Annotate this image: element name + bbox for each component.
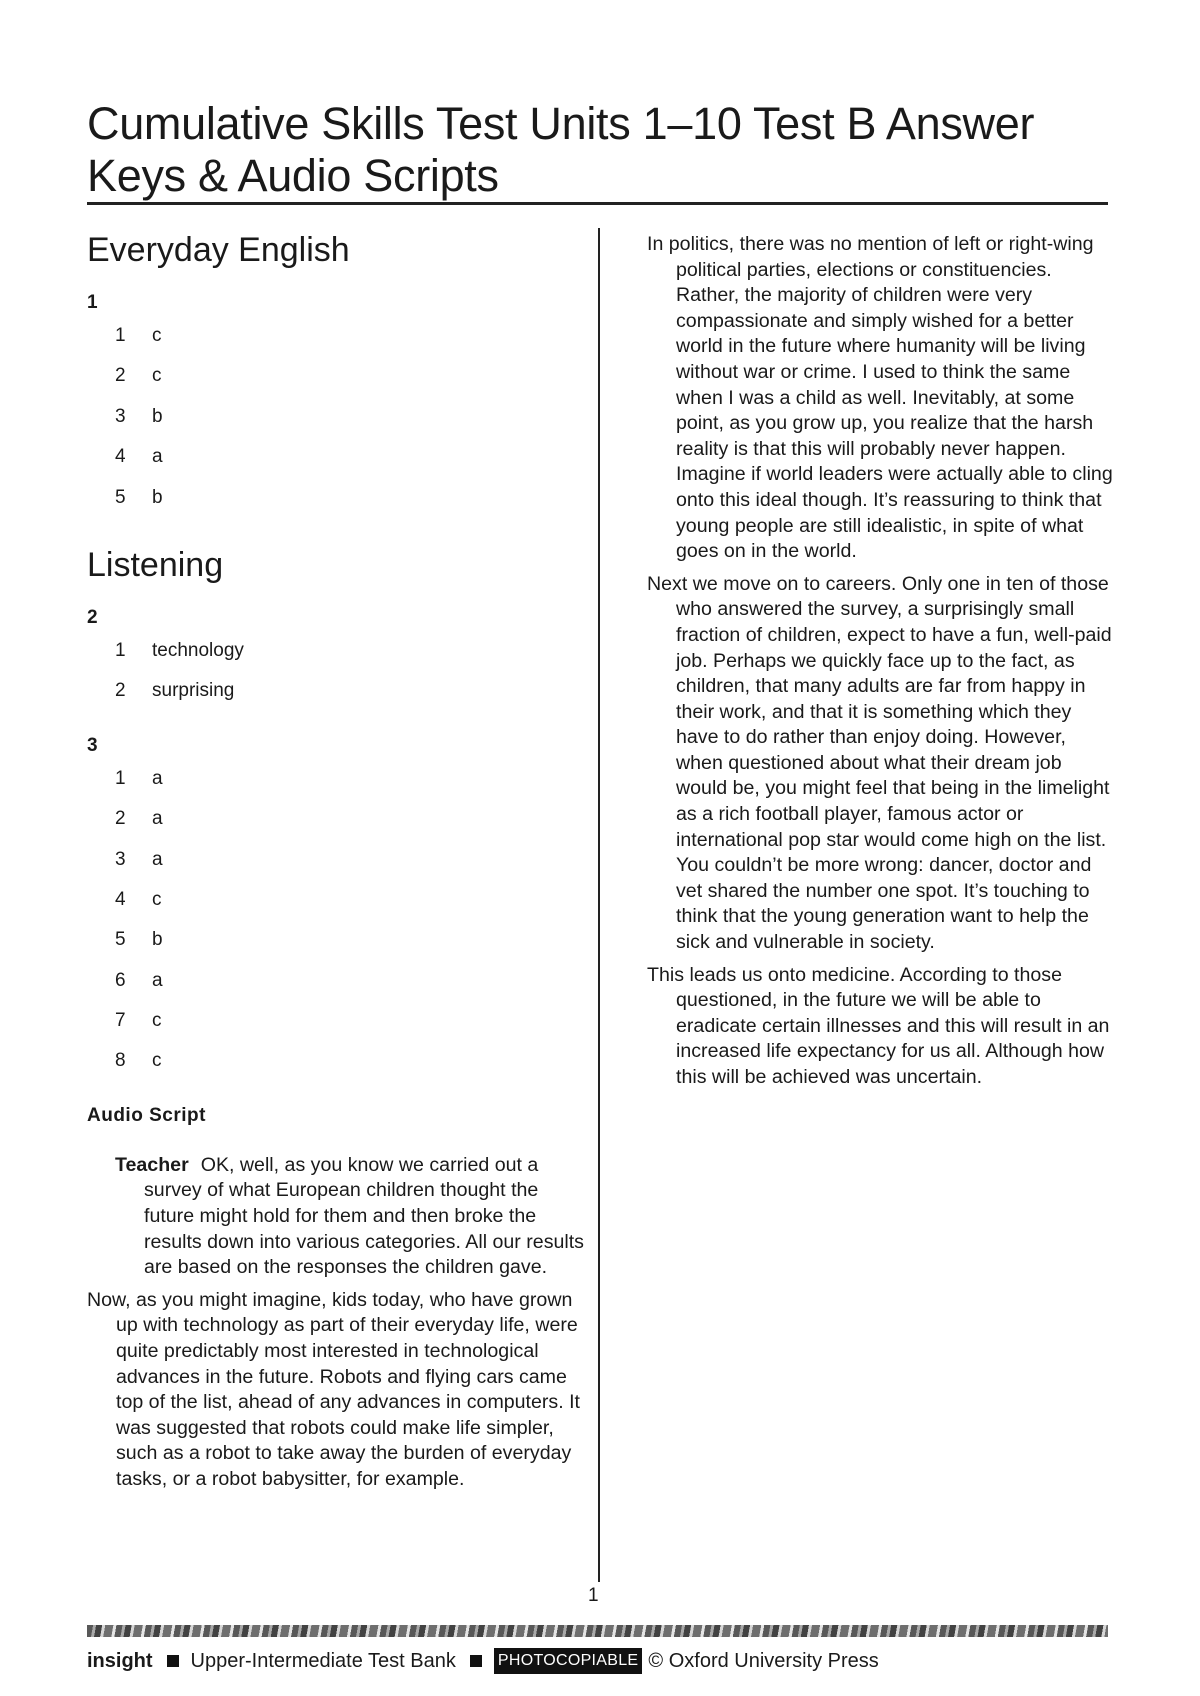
answer-number: 7: [115, 1010, 126, 1032]
answer-item: [115, 1010, 587, 1050]
answer-value: a: [152, 446, 163, 468]
answer-number: 2: [115, 680, 126, 702]
answer-number: 3: [115, 848, 126, 870]
answer-item: [115, 970, 587, 1010]
photocopiable-badge: PHOTOCOPIABLE: [494, 1648, 643, 1674]
answer-value: a: [152, 808, 163, 830]
square-bullet-icon: [167, 1655, 179, 1667]
answer-item: [115, 365, 587, 405]
answer-item: [115, 406, 587, 446]
answer-list: [115, 325, 587, 527]
answer-value: b: [152, 405, 163, 427]
left-column: [87, 230, 587, 1500]
answer-value: c: [152, 888, 162, 910]
answer-item: [115, 640, 587, 680]
answer-value: a: [152, 848, 163, 870]
question-number: 1: [87, 292, 98, 313]
answer-value: technology: [152, 639, 244, 661]
answer-value: c: [152, 325, 162, 346]
speaker-label: Teacher: [115, 1153, 189, 1176]
page-title: Cumulative Skills Test Units 1–10 Test B Answer Keys & Audio Scripts: [87, 98, 1035, 201]
answer-number: 8: [115, 1050, 126, 1072]
answer-number: 1: [115, 639, 126, 661]
footer-image-strip: [87, 1625, 1108, 1637]
answer-value: c: [152, 1050, 162, 1072]
section-everyday-english: Everyday English: [87, 231, 350, 269]
answer-number: 4: [115, 888, 126, 910]
copyright-text: © Oxford University Press: [648, 1650, 879, 1672]
script-text: OK, well, as you know we carried out a survey of what European children thought the future might hold for them and then broke the results down into various categories. All our results are based on the responses the children gave.: [144, 1153, 584, 1279]
answer-value: b: [152, 929, 163, 951]
answer-item: [115, 768, 587, 808]
square-bullet-icon: [470, 1655, 482, 1667]
script-paragraph: Next we move on to careers. Only one in ten of those who answered the survey, a surprisingly small fraction of children, expect to have a fun, well-paid job. Perhaps we quickly face up to the fact, as children, that many adults are far from happy in their work, and that it is something which they have to do rather than enjoy doing. However, when questioned about what their dream job would be, you might feel that being in the limelight as a rich football player, famous actor or international pop star would come high on the list. You couldn’t be more wrong: dancer, doctor and vet shared the number one spot. It’s touching to think that the young generation want to help the sick and vulnerable in society.: [647, 572, 1112, 954]
answer-value: surprising: [152, 680, 235, 702]
answer-number: 6: [115, 969, 126, 991]
answer-item: [115, 808, 587, 848]
script-paragraph: In politics, there was no mention of left or right-wing political parties, elections or constituencies. Rather, the majority of children were very compassionate and simply wished for a better world in the future where humanity will be living without war or crime. I used to think the same when I was a child as well. Inevitably, at some point, as you grow up, you realize that the harsh reality is that this will probably never happen. Imagine if world leaders were actually able to cling onto this ideal though. It’s reassuring to think that young people are still idealistic, in spite of what goes on in the world.: [647, 233, 1113, 563]
answer-item: [115, 487, 587, 527]
answer-item: [115, 929, 587, 969]
question-number: 2: [87, 606, 98, 628]
answer-item: [115, 325, 587, 365]
audio-script-heading: Audio Script: [87, 1104, 206, 1126]
answer-value: a: [152, 767, 163, 789]
answer-number: 5: [115, 486, 126, 508]
script-paragraph: Now, as you might imagine, kids today, who have grown up with technology as part of their everyday life, were quite predictably most interested in technological advances in the future. Robots and flying cars came top of the list, ahead of any advances in computers. It was suggested that robots could make life simpler, such as a robot to take away the burden of everyday tasks, or a robot babysitter, for example.: [87, 1288, 580, 1490]
right-column: [647, 232, 1117, 1098]
footer: [87, 1648, 879, 1674]
answer-value: b: [152, 486, 163, 508]
answer-item: [115, 889, 587, 929]
answer-item: [115, 446, 587, 486]
answer-value: c: [152, 1010, 162, 1032]
column-divider: [598, 228, 600, 1582]
answer-item: [115, 1050, 587, 1090]
question-number: 3: [87, 734, 98, 756]
answer-number: 3: [115, 405, 126, 427]
answer-number: 5: [115, 929, 126, 951]
answer-number: 2: [115, 808, 126, 830]
script-paragraph: [115, 1153, 587, 1281]
answer-number: 4: [115, 446, 126, 468]
answer-number: 1: [115, 325, 126, 346]
test-bank-label: Upper-Intermediate Test Bank: [190, 1650, 456, 1672]
answer-value: a: [152, 969, 163, 991]
answer-list: [115, 768, 587, 1091]
answer-number: 1: [115, 767, 126, 789]
title-rule: [87, 202, 1108, 205]
answer-value: c: [152, 365, 162, 387]
page-number: 1: [588, 1585, 599, 1606]
answer-item: [115, 680, 587, 720]
answer-number: 2: [115, 365, 126, 387]
script-paragraph: This leads us onto medicine. According to those questioned, in the future we will be able to eradicate certain illnesses and this will result in an increased life expectancy for us all. Although how this will be achieved was uncertain.: [647, 963, 1110, 1088]
answer-list: [115, 640, 587, 721]
answer-item: [115, 849, 587, 889]
section-listening: Listening: [87, 545, 224, 584]
brand-name: insight: [87, 1650, 153, 1672]
